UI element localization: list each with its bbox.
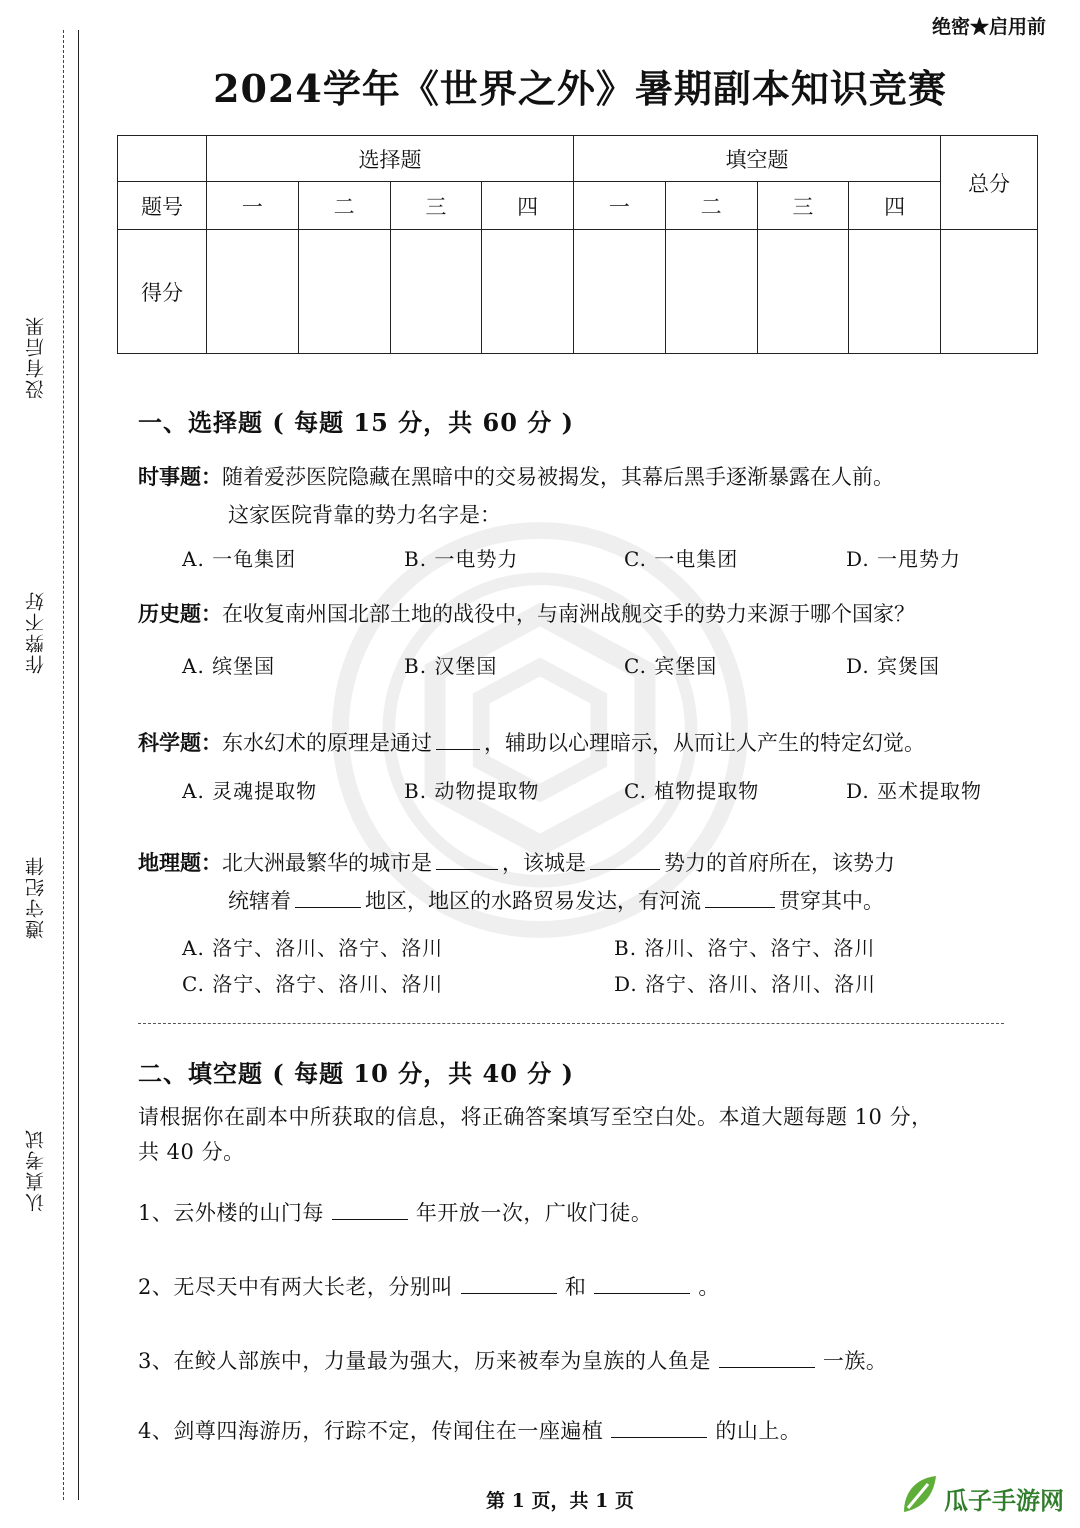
- fill-text: 和: [564, 1275, 587, 1299]
- fill-text: 4、剑尊四海游历，行踪不定，传闻住在一座遍植: [138, 1419, 604, 1443]
- answer-blank[interactable]: [436, 748, 480, 750]
- question-text-cont: [228, 885, 884, 915]
- answer-blank[interactable]: [719, 1366, 815, 1368]
- column-header: 二: [298, 182, 390, 230]
- margin-label-4: 认真考试: [25, 1128, 47, 1212]
- score-cell[interactable]: [574, 230, 666, 354]
- margin-label-3: 遵守纪律: [25, 855, 47, 939]
- option-a[interactable]: A. 一龟集团: [182, 547, 297, 571]
- question-text: 势力的首府所在，该势力: [664, 851, 895, 875]
- question-text: 在收复南州国北部土地的战役中，与南洲战舰交手的势力来源于哪个国家？: [222, 602, 915, 626]
- logo-text: 瓜子手游网: [944, 1487, 1064, 1515]
- question-history: [138, 596, 915, 632]
- binding-dashed-line: [63, 30, 64, 1500]
- column-header: 一: [207, 182, 299, 230]
- score-cell[interactable]: [298, 230, 390, 354]
- option-a[interactable]: A. 灵魂提取物: [182, 779, 318, 803]
- option-c[interactable]: C. 洛宁、洛宁、洛川、洛川: [182, 972, 444, 996]
- answer-blank[interactable]: [611, 1436, 707, 1438]
- row-label-number: 题号: [118, 182, 207, 230]
- option-c[interactable]: C. 一电集团: [624, 547, 739, 571]
- option-d[interactable]: D. 一甩势力: [846, 547, 962, 571]
- fill-text: 。: [698, 1275, 720, 1299]
- binding-solid-line: [78, 30, 79, 1500]
- fill-text: 2、无尽天中有两大长老，分别叫: [138, 1275, 453, 1299]
- question-geography: [138, 845, 895, 881]
- option-b[interactable]: B. 动物提取物: [404, 779, 540, 803]
- question-text: ，该城是: [502, 851, 586, 875]
- margin-label-2: 作弊不好: [25, 590, 47, 674]
- column-header: 二: [665, 182, 757, 230]
- fill-item-4: [138, 1415, 801, 1445]
- question-text: 北大洲最繁华的城市是: [222, 851, 432, 875]
- section2-heading: 二、填空题 ( 每题 10 分，共 40 分 ): [138, 1059, 574, 1088]
- option-b[interactable]: B. 洛川、洛宁、洛宁、洛川: [614, 936, 876, 960]
- fill-text: 一族。: [822, 1349, 888, 1373]
- answer-blank[interactable]: [295, 906, 361, 908]
- margin-label-1: 没有后果: [25, 315, 47, 399]
- column-header: 三: [757, 182, 849, 230]
- page-title: 2024学年《世界之外》暑期副本知识竞赛: [213, 66, 947, 111]
- option-d[interactable]: D. 宾煲国: [846, 654, 941, 678]
- column-header: 三: [390, 182, 482, 230]
- fill-header: 填空题: [574, 136, 941, 182]
- fill-item-3: [138, 1345, 887, 1375]
- answer-blank[interactable]: [594, 1292, 690, 1294]
- option-d[interactable]: D. 洛宁、洛川、洛川、洛川: [614, 972, 877, 996]
- option-b[interactable]: B. 汉堡国: [404, 654, 498, 678]
- total-score-cell[interactable]: [941, 230, 1038, 354]
- question-science: [138, 725, 925, 761]
- option-c[interactable]: C. 植物提取物: [624, 779, 760, 803]
- fill-text: 1、云外楼的山门每: [138, 1201, 324, 1225]
- total-header: 总分: [941, 136, 1038, 230]
- question-current-affairs: [138, 459, 894, 495]
- score-cell[interactable]: [849, 230, 941, 354]
- option-b[interactable]: B. 一电势力: [404, 547, 519, 571]
- fill-text: 年开放一次，广收门徒。: [415, 1201, 653, 1225]
- column-header: 一: [574, 182, 666, 230]
- choice-header: 选择题: [207, 136, 574, 182]
- secret-label: 绝密★启用前: [931, 16, 1046, 38]
- question-label: 地理题：: [138, 850, 222, 875]
- fill-text: 的山上。: [715, 1419, 802, 1443]
- question-label: 时事题：: [138, 464, 222, 489]
- fill-item-2: [138, 1271, 720, 1301]
- score-table: [117, 135, 1038, 354]
- score-cell[interactable]: [207, 230, 299, 354]
- section-divider: [138, 1023, 1004, 1024]
- answer-blank[interactable]: [436, 868, 498, 870]
- question-text-cont: 这家医院背靠的势力名字是：: [228, 503, 501, 527]
- leaf-logo-icon: [900, 1472, 940, 1516]
- score-cell[interactable]: [665, 230, 757, 354]
- question-text: 地区，地区的水路贸易发达，有河流: [365, 889, 701, 913]
- answer-blank[interactable]: [705, 906, 775, 908]
- row-label-score: 得分: [118, 230, 207, 354]
- option-a[interactable]: A. 洛宁、洛川、洛宁、洛川: [182, 936, 444, 960]
- question-text: 统辖着: [228, 889, 291, 913]
- score-cell[interactable]: [390, 230, 482, 354]
- fill-text: 3、在鲛人部族中，力量最为强大，历来被奉为皇族的人鱼是: [138, 1349, 711, 1373]
- option-a[interactable]: A. 缤堡国: [182, 654, 276, 678]
- question-label: 科学题：: [138, 730, 222, 755]
- question-text: 贯穿其中。: [779, 889, 884, 913]
- question-label: 历史题：: [138, 601, 222, 626]
- question-text: ，辅助以心理暗示，从而让人产生的特定幻觉。: [484, 731, 925, 755]
- score-cell[interactable]: [482, 230, 574, 354]
- option-d[interactable]: D. 巫术提取物: [846, 779, 983, 803]
- column-header: 四: [849, 182, 941, 230]
- answer-blank[interactable]: [590, 868, 660, 870]
- table-corner-cell: [118, 136, 207, 182]
- answer-blank[interactable]: [332, 1218, 408, 1220]
- section2-intro: 请根据你在副本中所获取的信息，将正确答案填写至空白处。本道大题每题 10 分，: [138, 1105, 933, 1129]
- section2-intro-cont: 共 40 分。: [138, 1140, 245, 1164]
- question-text: 东水幻术的原理是通过: [222, 731, 432, 755]
- page-number: 第 1 页，共 1 页: [486, 1490, 634, 1512]
- section1-heading: 一、选择题 ( 每题 15 分，共 60 分 ): [138, 408, 574, 437]
- score-cell[interactable]: [757, 230, 849, 354]
- answer-blank[interactable]: [461, 1292, 557, 1294]
- question-text: 随着爱莎医院隐藏在黑暗中的交易被揭发，其幕后黑手逐渐暴露在人前。: [222, 465, 894, 489]
- fill-item-1: [138, 1197, 652, 1227]
- option-c[interactable]: C. 宾堡国: [624, 654, 718, 678]
- column-header: 四: [482, 182, 574, 230]
